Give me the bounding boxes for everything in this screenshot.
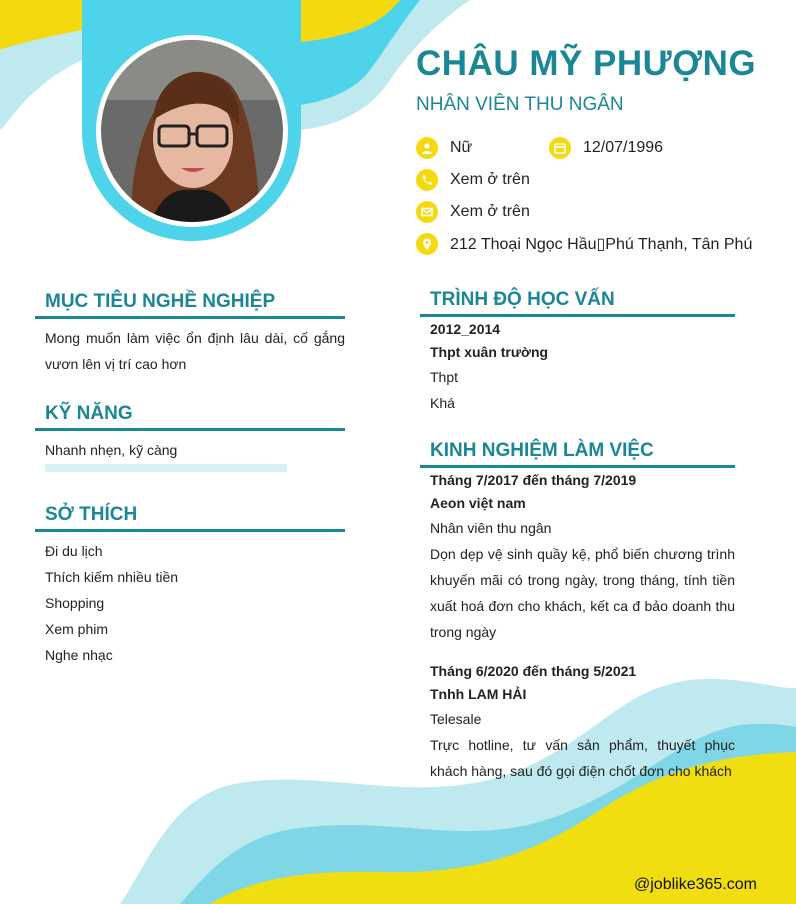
candidate-role: NHÂN VIÊN THU NGÂN <box>416 94 624 115</box>
education-school: Thpt xuân trường <box>430 344 549 360</box>
job-company: Tnhh LAM HẢI <box>430 686 527 702</box>
skill-level-bar <box>45 464 287 472</box>
phone-row <box>416 169 530 191</box>
job-description: Dọn dẹp vệ sinh quầy kệ, phổ biến chương trình khuyến mãi có trong ngày, trong tháng, tính tiền xuất hoá đơn cho khách, kết ca đ bảo doanh thu trong ngày <box>430 546 735 640</box>
mail-icon <box>416 201 438 223</box>
email-row <box>416 201 530 223</box>
email-value: Xem ở trên <box>450 203 530 220</box>
job-position: Nhân viên thu ngân <box>430 520 552 536</box>
skill-item: Nhanh nhẹn, kỹ càng <box>45 442 178 458</box>
gender-value: Nữ <box>450 139 473 156</box>
job-period: Tháng 7/2017 đến tháng 7/2019 <box>430 472 637 488</box>
education-title: TRÌNH ĐỘ HỌC VẤN <box>430 289 615 310</box>
watermark-text: @joblike365.com <box>634 876 757 893</box>
hobby-item: Shopping <box>45 595 105 611</box>
hobbies-divider <box>35 529 345 532</box>
hobby-item: Xem phim <box>45 621 109 637</box>
hobby-item: Thích kiếm nhiều tiền <box>45 569 179 585</box>
objective-text: Mong muốn làm việc ổn định lâu dài, cố gắng vươn lên vị trí cao hơn <box>45 330 345 372</box>
birthdate-row <box>549 137 663 159</box>
address-value: 212 Thoại Ngọc Hầu▯Phú Thạnh, Tân Phú <box>450 236 753 253</box>
job-position: Telesale <box>430 711 482 727</box>
objective-title: MỤC TIÊU NGHỀ NGHIỆP <box>45 291 276 312</box>
profile-photo <box>101 40 283 222</box>
hobby-item: Nghe nhạc <box>45 647 113 663</box>
skills-divider <box>35 428 345 431</box>
hobby-item: Đi du lịch <box>45 543 103 559</box>
experience-title: KINH NGHIỆM LÀM VIỆC <box>430 440 654 461</box>
education-period: 2012_2014 <box>430 321 501 337</box>
birthdate-value: 12/07/1996 <box>583 139 664 156</box>
location-pin-icon <box>416 233 438 255</box>
user-icon <box>416 137 438 159</box>
job-description: Trực hotline, tư vấn sản phẩm, thuyết phục khách hàng, sau đó gọi điện chốt đơn cho khách <box>430 737 735 779</box>
calendar-icon <box>549 137 571 159</box>
education-grade: Khá <box>430 395 455 411</box>
hobbies-title: SỞ THÍCH <box>45 504 138 525</box>
phone-value: Xem ở trên <box>450 171 530 188</box>
address-row <box>416 233 752 255</box>
education-major: Thpt <box>430 369 459 385</box>
skills-title: KỸ NĂNG <box>45 403 133 424</box>
job-period: Tháng 6/2020 đến tháng 5/2021 <box>430 663 637 679</box>
candidate-name: CHÂU MỸ PHƯỢNG <box>416 44 757 83</box>
phone-icon <box>416 169 438 191</box>
objective-divider <box>35 316 345 319</box>
job-company: Aeon việt nam <box>430 495 526 511</box>
gender-row <box>416 137 472 159</box>
